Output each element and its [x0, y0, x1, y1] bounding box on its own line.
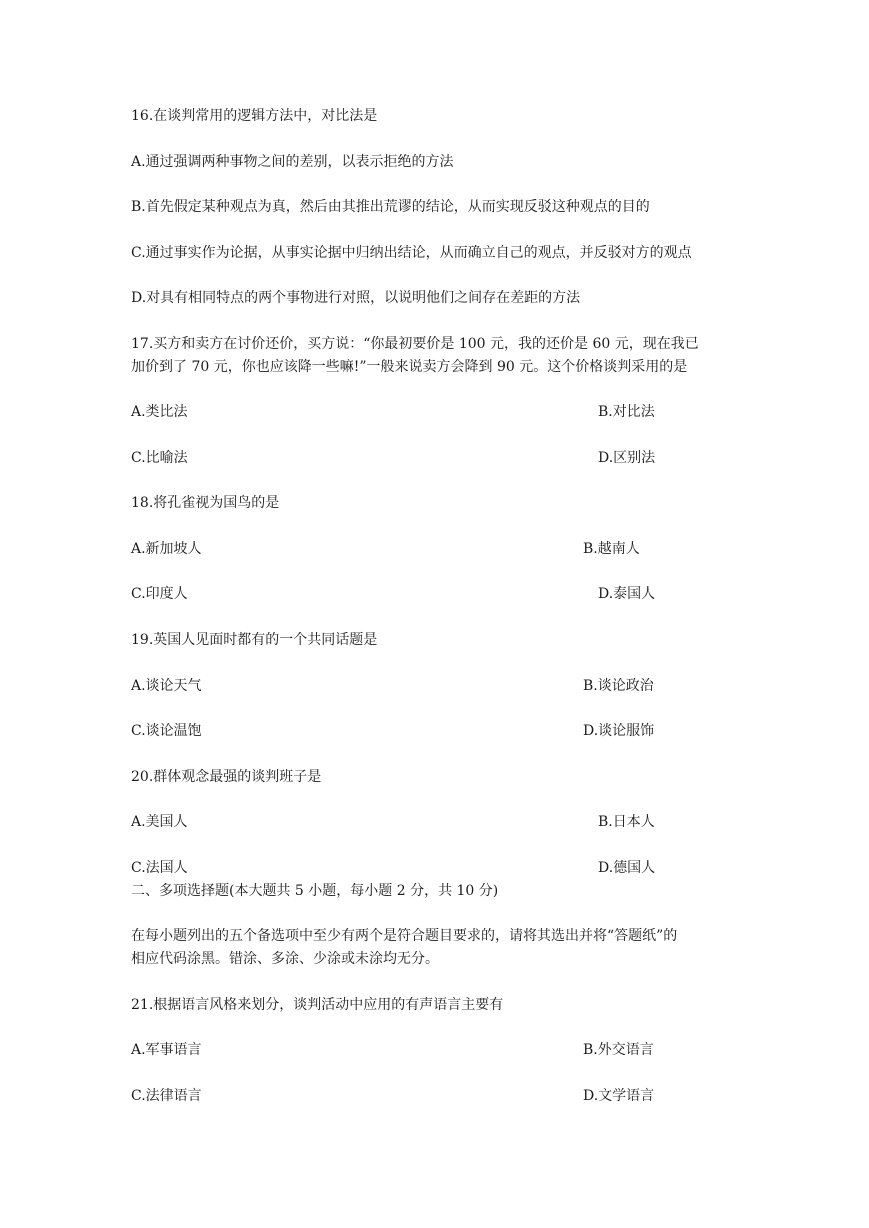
question-17-stem-line1: 17.买方和卖方在讨价还价，买方说：“你最初要价是 100 元，我的还价是 60 元，现在我已	[131, 336, 699, 352]
question-16-option-a: A.通过强调两种事物之间的差别，以表示拒绝的方法	[131, 154, 454, 170]
question-16-option-c: C.通过事实作为论据，从事实论据中归纳出结论，从而确立自己的观点，并反驳对方的观点	[131, 245, 692, 261]
question-19-option-c: C.谈论温饱	[131, 723, 202, 739]
question-16-option-b: B.首先假定某种观点为真，然后由其推出荒谬的结论，从而实现反驳这种观点的目的	[131, 199, 650, 215]
question-20-stem: 20.群体观念最强的谈判班子是	[131, 769, 322, 785]
question-18-option-a: A.新加坡人	[131, 541, 202, 557]
section-2-instruction-line2: 相应代码涂黑。错涂、多涂、少涂或未涂均无分。	[131, 951, 439, 967]
question-18-option-c: C.印度人	[131, 586, 188, 602]
question-20-option-d: D.德国人	[598, 860, 656, 876]
question-20-option-c: C.法国人	[131, 860, 188, 876]
question-17-option-c: C.比喻法	[131, 450, 188, 466]
question-20-option-a: A.美国人	[131, 814, 188, 830]
question-21-option-b: B.外交语言	[583, 1042, 654, 1058]
question-19-option-a: A.谈论天气	[131, 678, 202, 694]
question-21-option-d: D.文学语言	[583, 1088, 655, 1104]
question-21-stem: 21.根据语言风格来划分，谈判活动中应用的有声语言主要有	[131, 997, 504, 1013]
question-17-stem-line2: 加价到了 70 元，你也应该降一些嘛!”一般来说卖方会降到 90 元。这个价格谈判采用的是	[131, 359, 688, 375]
question-17-option-a: A.类比法	[131, 404, 188, 420]
question-19-option-d: D.谈论服饰	[583, 723, 655, 739]
section-2-instruction-line1: 在每小题列出的五个备选项中至少有两个是符合题目要求的，请将其选出并将“答题纸”的	[131, 928, 678, 944]
question-21-option-c: C.法律语言	[131, 1088, 202, 1104]
question-20-option-b: B.日本人	[598, 814, 655, 830]
question-19-stem: 19.英国人见面时都有的一个共同话题是	[131, 632, 378, 648]
question-21-option-a: A.军事语言	[131, 1042, 202, 1058]
question-18-stem: 18.将孔雀视为国鸟的是	[131, 495, 280, 511]
question-16-stem: 16.在谈判常用的逻辑方法中，对比法是	[131, 108, 378, 124]
question-17-option-d: D.区别法	[598, 450, 656, 466]
question-17-option-b: B.对比法	[598, 404, 655, 420]
question-18-option-b: B.越南人	[583, 541, 640, 557]
section-2-heading: 二、多项选择题(本大题共 5 小题，每小题 2 分，共 10 分)	[131, 883, 499, 899]
question-18-option-d: D.泰国人	[598, 586, 656, 602]
question-16-option-d: D.对具有相同特点的两个事物进行对照，以说明他们之间存在差距的方法	[131, 290, 581, 306]
question-19-option-b: B.谈论政治	[583, 678, 654, 694]
